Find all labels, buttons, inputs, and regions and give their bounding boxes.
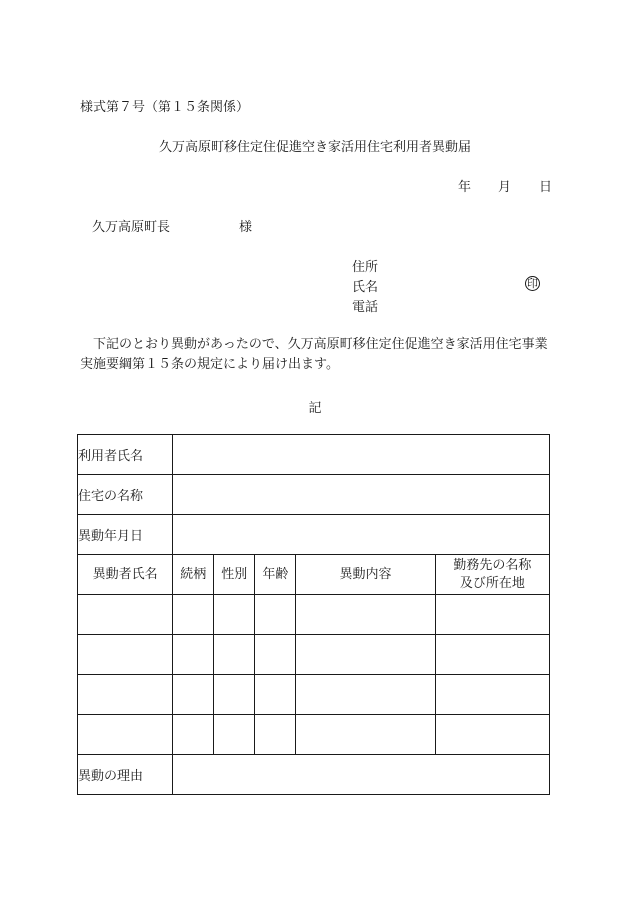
reason-label: 異動の理由	[78, 755, 173, 795]
change-content-cell[interactable]	[296, 595, 435, 635]
ki-heading: 記	[308, 401, 322, 416]
table-row	[78, 635, 550, 675]
relation-header: 続柄	[173, 555, 214, 595]
column-header-row	[78, 555, 550, 595]
applicant-name-label: 氏名	[352, 280, 379, 295]
age-cell[interactable]	[255, 715, 296, 755]
date-day-label: 日	[539, 180, 553, 195]
sex-cell[interactable]	[214, 715, 255, 755]
sex-cell[interactable]	[214, 675, 255, 715]
table-row	[78, 675, 550, 715]
age-cell[interactable]	[255, 595, 296, 635]
workplace-cell[interactable]	[435, 715, 549, 755]
reason-row	[78, 755, 550, 795]
applicant-address-label: 住所	[352, 260, 379, 275]
change-form-table	[77, 434, 550, 795]
age-cell[interactable]	[255, 675, 296, 715]
relation-cell[interactable]	[173, 635, 214, 675]
person-name-cell[interactable]	[78, 635, 173, 675]
addressee-honorific: 様	[239, 220, 253, 235]
date-month-label: 月	[498, 180, 512, 195]
reason-field[interactable]	[173, 755, 550, 795]
sex-cell[interactable]	[214, 595, 255, 635]
person-name-header: 異動者氏名	[78, 555, 173, 595]
change-content-cell[interactable]	[296, 675, 435, 715]
date-year-label: 年	[458, 180, 472, 195]
workplace-header-line1: 勤務先の名称	[453, 557, 532, 573]
relation-cell[interactable]	[173, 715, 214, 755]
sex-header: 性別	[214, 555, 255, 595]
addressee-name: 久万高原町長	[92, 220, 171, 235]
workplace-header-line2: 及び所在地	[459, 575, 525, 591]
workplace-header	[435, 555, 549, 595]
change-date-field[interactable]	[173, 515, 550, 555]
change-content-cell[interactable]	[296, 715, 435, 755]
age-header: 年齢	[255, 555, 296, 595]
sex-cell[interactable]	[214, 635, 255, 675]
person-name-cell[interactable]	[78, 675, 173, 715]
notice-body-text: 下記のとおり異動があったので、久万高原町移住定住促進空き家活用住宅事業実施要綱第１５条の規定により届け出ます。	[80, 337, 548, 372]
workplace-cell[interactable]	[435, 675, 549, 715]
person-name-cell[interactable]	[78, 595, 173, 635]
table-row	[78, 595, 550, 635]
house-name-label: 住宅の名称	[78, 475, 173, 515]
table-row	[78, 715, 550, 755]
age-cell[interactable]	[255, 635, 296, 675]
user-name-row	[78, 435, 550, 475]
user-name-label: 利用者氏名	[78, 435, 173, 475]
workplace-cell[interactable]	[435, 635, 549, 675]
document-title: 久万高原町移住定住促進空き家活用住宅利用者異動届	[158, 140, 471, 155]
user-name-field[interactable]	[173, 435, 550, 475]
change-date-label: 異動年月日	[78, 515, 173, 555]
applicant-phone-label: 電話	[352, 300, 379, 315]
change-content-cell[interactable]	[296, 635, 435, 675]
relation-cell[interactable]	[173, 595, 214, 635]
relation-cell[interactable]	[173, 675, 214, 715]
workplace-cell[interactable]	[435, 595, 549, 635]
change-date-row	[78, 515, 550, 555]
seal-mark: 印	[527, 277, 538, 290]
change-content-header: 異動内容	[296, 555, 435, 595]
form-number-label: 様式第７号（第１５条関係）	[80, 100, 250, 115]
person-name-cell[interactable]	[78, 715, 173, 755]
house-name-field[interactable]	[173, 475, 550, 515]
house-name-row	[78, 475, 550, 515]
